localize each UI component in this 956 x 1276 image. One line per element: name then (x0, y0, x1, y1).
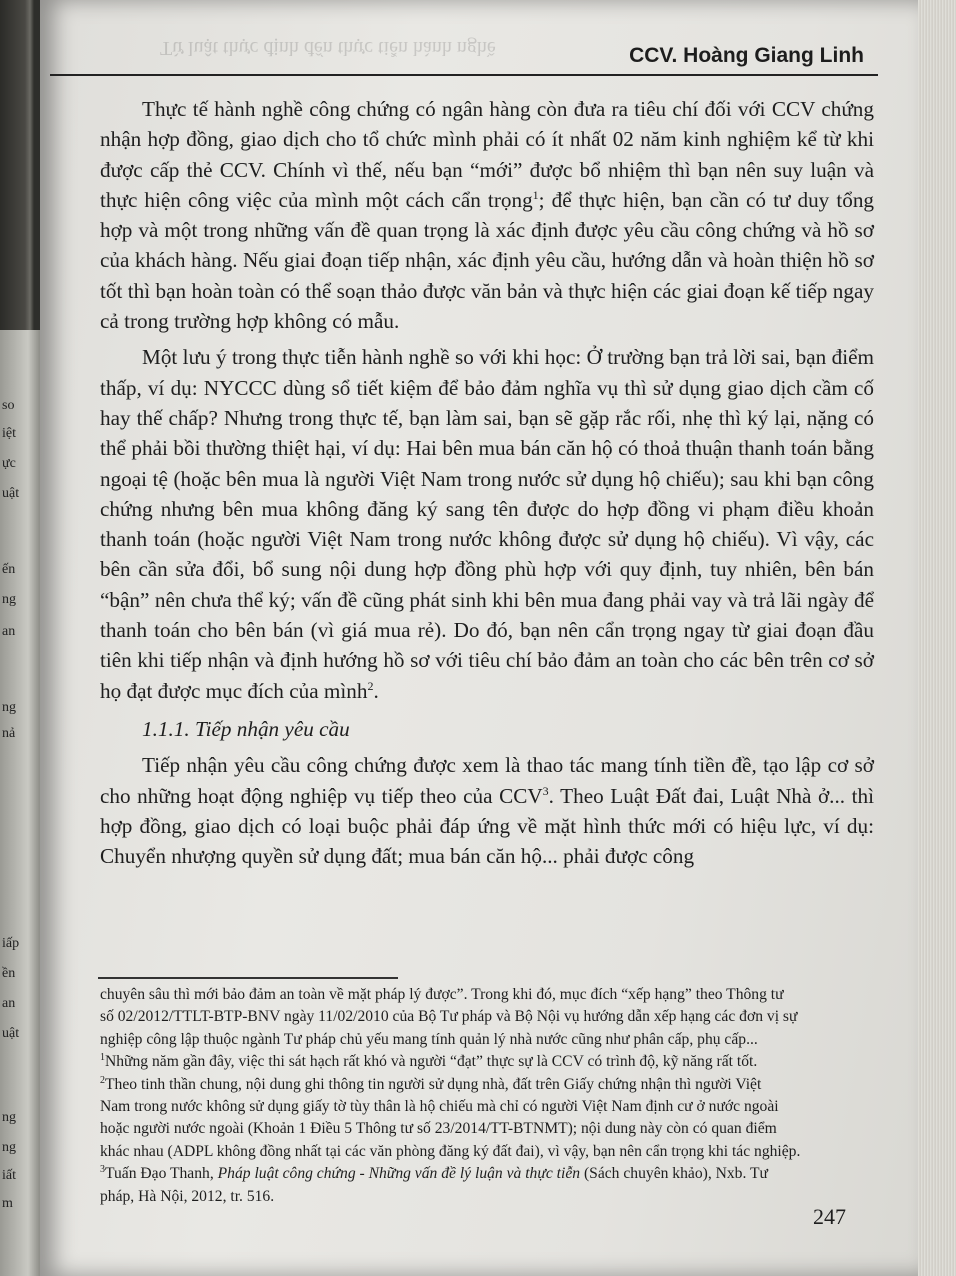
left-fragment: so (2, 398, 15, 413)
left-fragment: ực (2, 456, 16, 471)
left-fragment: ng (2, 1140, 16, 1155)
left-page-edge (0, 330, 40, 1276)
footnote-line: $^2$Theo tinh thần chung, nội dung ghi thông tin người sử dụng nhà, đất trên Giấy chứng nhận thì người Việt (100, 1074, 762, 1093)
page-number: 247 (813, 1204, 846, 1229)
footnote-ref: 3 (542, 783, 549, 798)
footnote-divider (98, 977, 398, 979)
main-text (100, 94, 874, 871)
footnote-line: khác nhau (ADPL không đồng nhất tại các văn phòng đăng ký đất đai), vì vậy, bạn nên cẩn trọng khi tác nghiệp. (100, 1142, 801, 1160)
book-page (40, 0, 918, 1276)
section-subheading: 1.1.1. Tiếp nhận yêu cầu (142, 716, 350, 741)
footnote-line: nghiệp công lập thuộc ngành Tư pháp chủ yếu mang tính quản lý nhà nước cũng như phân cấp, phụ cấp... (100, 1030, 758, 1048)
header-author: CCV. Hoàng Giang Linh (629, 44, 864, 67)
left-fragment: ng (2, 592, 16, 607)
bleed-through-text: Từ luật thực định đến thực tiễn hành nghề (160, 37, 496, 59)
footnote-ref: 2 (367, 678, 374, 693)
footnote-line: số 02/2012/TTLT-BTP-BNV ngày 11/02/2010 của Bộ Tư pháp và Bộ Nội vụ hướng dẫn xếp hạng các đơn vị sự (100, 1008, 798, 1026)
left-fragment: iất (2, 1168, 16, 1183)
running-header (50, 44, 878, 76)
footnote-line: Nam trong nước không sử dụng giấy tờ tùy thân là hộ chiếu mà chỉ có người Việt Nam định cư ở nước ngoài (100, 1098, 779, 1116)
paragraph: Tiếp nhận yêu cầu công chứng được xem là thao tác mang tính tiền đề, tạo lập cơ sở cho những hoạt động nghiệp vụ tiếp theo của CCV$^3$. Theo Luật Đất đai, Luật Nhà ở... thì hợp đồng, giao dịch có loại buộc phải đáp ứng về mặt hình thức mới có hiệu lực, ví dụ: Chuyển nhượng quyền sử dụng đất; mua bán căn hộ... phải được công (100, 753, 875, 869)
paragraph: Một lưu ý trong thực tiễn hành nghề so với khi học: Ở trường bạn trả lời sai, bạn điểm thấp, ví dụ: NYCCC dùng sổ tiết kiệm để bảo đảm nghĩa vụ thì sử dụng giao dịch cầm cố hay thế chấp? Nhưng trong thực tế, bạn làm sai, bạn sẽ gặp rắc rối, nhẹ thì ký lại, nặng có thể phải bồi thường thiệt hại, ví dụ: Hai bên mua bán căn hộ có thoả thuận thanh toán bằng ngoại tệ (hoặc bên mua là người Việt Nam trong nước sử dụng hộ chiếu); sau khi bạn công chứng nhưng bên mua không đăng ký sang tên được do hợp đồng vi phạm điều khoản thanh toán (hoặc người Việt Nam trong nước không được sử dụng hộ chiếu). Vì vậy, các bên cần sửa đổi, bổ sung nội dung hợp đồng phù hợp với quy định, tuy nhiên, bên bán “bận” nên chưa thể ký; vấn đề cũng phát sinh khi bên mua đang phải vay và trả lãi ngày để thanh toán cho bên bán (vì giá mua rẻ). Do đó, bạn nên cẩn trọng ngay từ giai đoạn đầu tiên khi tiếp nhận và định hướng hồ sơ với tiêu chí bảo đảm an toàn cho các bên trên cơ sở họ đạt được mục đích của mình$^2$. (100, 345, 874, 703)
footnotes (100, 984, 884, 1208)
left-fragment: uật (2, 1026, 20, 1041)
left-fragment: iấp (2, 936, 20, 951)
left-fragment: nả (2, 726, 16, 741)
left-fragment: ng (2, 1110, 16, 1125)
page-stack-edge (918, 0, 956, 1276)
footnote-line: hoặc người nước ngoài (Khoản 1 Điều 5 Thông tư số 23/2014/TT-BTNMT); nội dung này còn có quan điểm (100, 1120, 777, 1138)
left-fragment: an (2, 624, 16, 639)
left-fragment: ền (2, 966, 16, 981)
left-fragment: m (2, 1196, 13, 1211)
left-fragment: ến (2, 562, 16, 577)
footnote-line: pháp, Hà Nội, 2012, tr. 516. (100, 1187, 275, 1205)
footnote-ref: 1 (532, 187, 539, 202)
footnote-line: $^1$Những năm gần đây, việc thi sát hạch rất khó và người “đạt” thực sự là CCV có trình độ, kỹ năng rất tốt. (100, 1052, 758, 1071)
left-fragment: an (2, 996, 16, 1011)
footnote-line: chuyên sâu thì mới bảo đảm an toàn về mặt pháp lý được”. Trong khi đó, mục đích “xếp hạng” theo Thông tư (100, 986, 784, 1003)
left-fragment: uật (2, 486, 20, 501)
left-fragment: ng (2, 700, 16, 715)
left-fragment: iệt (2, 426, 16, 441)
paragraph: Thực tế hành nghề công chứng có ngân hàng còn đưa ra tiêu chí đối với CCV chứng nhận hợp đồng, giao dịch cho tổ chức mình phải có ít nhất 02 năm kinh nghiệm kể từ khi được cấp thẻ CCV. Chính vì thế, nếu bạn “mới” được bổ nhiệm thì bạn nên suy luận và thực hiện công việc của mình một cách cẩn trọng$^1$; để thực hiện, bạn cần có tư duy tổng hợp và một trong những vấn đề quan trọng là xác định được yêu cầu công chứng và hồ sơ của khách hàng. Nếu giai đoạn tiếp nhận, xác định yêu cầu, hướng dẫn và hoàn thiện hồ sơ tốt thì bạn hoàn toàn có thể soạn thảo được văn bản và thực hiện các giai đoạn kế tiếp ngay cả trong trường hợp không có mẫu. (100, 97, 875, 334)
footnote-line: $^3$Tuấn Đạo Thanh, Pháp luật công chứng - Những vấn đề lý luận và thực tiễn (Sách chuyên khảo), Nxb. Tư (100, 1164, 768, 1183)
